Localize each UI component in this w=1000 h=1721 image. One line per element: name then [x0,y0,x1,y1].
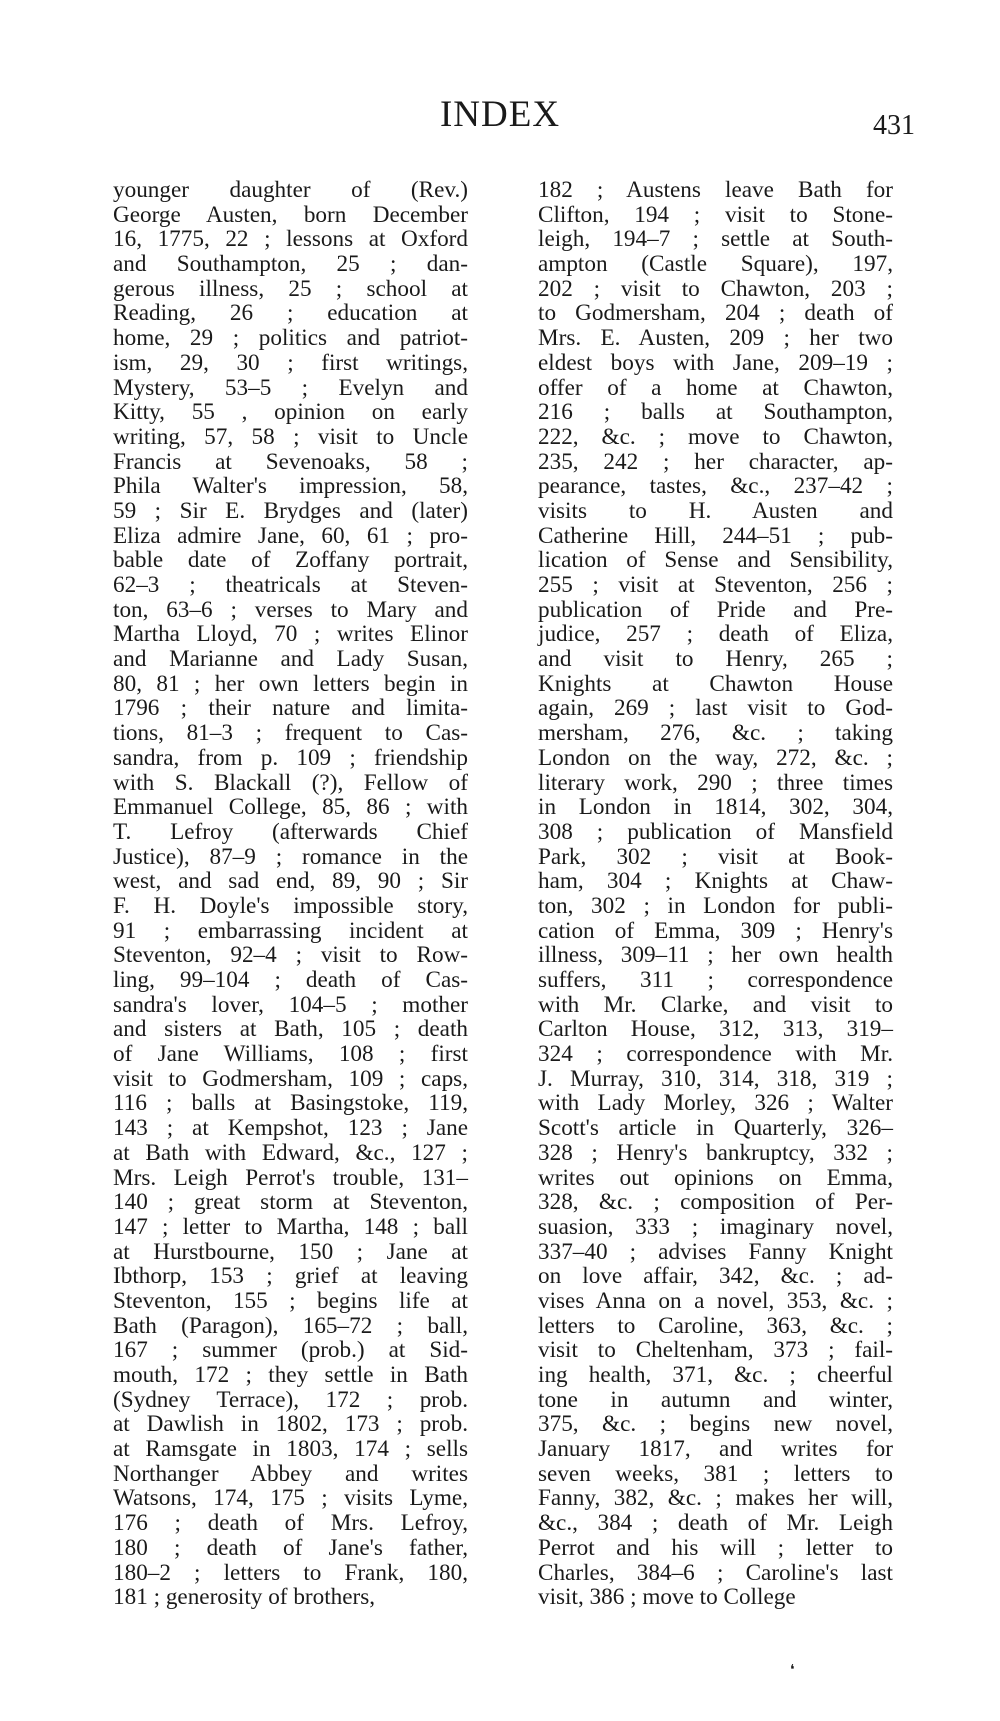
index-line: at Bath with Edward, &c., 127 ; [113,1139,468,1166]
index-line: cation of Emma, 309 ; Henry's [538,917,893,944]
index-line: and Marianne and Lady Susan, [113,646,468,673]
index-line: visit to Cheltenham, 373 ; fail- [538,1337,893,1364]
index-line: bable date of Zoffany portrait, [113,547,468,574]
index-line: suasion, 333 ; imaginary novel, [538,1213,893,1240]
index-column-left [113,178,468,1610]
index-line: 337–40 ; advises Fanny Knight [538,1238,893,1265]
index-line: 308 ; publication of Mansfield [538,818,893,845]
index-line: Charles, 384–6 ; Caroline's last [538,1559,893,1586]
index-line: ing health, 371, &c. ; cheerful [538,1362,893,1388]
index-line: sandra, from p. 109 ; friendship [113,744,468,771]
index-line: visit to Godmersham, 109 ; caps, [113,1065,468,1092]
index-line: Eliza admire Jane, 60, 61 ; pro- [113,522,468,549]
index-line: Martha Lloyd, 70 ; writes Elinor [113,621,468,648]
index-line: 324 ; correspondence with Mr. [538,1041,893,1068]
index-line: leigh, 194–7 ; settle at South- [538,226,893,253]
index-line: 222, &c. ; move to Chawton, [538,423,893,450]
index-line: Phila Walter's impression, 58, [113,473,468,500]
index-line: lication of Sense and Sensibility, [538,547,893,574]
index-line: Catherine Hill, 244–51 ; pub- [538,522,893,549]
index-line: Francis at Sevenoaks, 58 ; [113,448,468,475]
index-line: London on the way, 272, &c. ; [538,744,893,771]
index-line: 147 ; letter to Martha, 148 ; ball [113,1213,468,1240]
index-column-right [538,178,893,1610]
index-line: and sisters at Bath, 105 ; death [113,1016,468,1043]
index-line: 255 ; visit at Steventon, 256 ; [538,572,893,598]
index-line: Northanger Abbey and writes [113,1460,468,1487]
index-line: 140 ; great storm at Steventon, [113,1189,468,1216]
index-line: Carlton House, 312, 313, 319– [538,1016,893,1043]
index-line: 180 ; death of Jane's father, [113,1534,468,1561]
index-line: with Mr. Clarke, and visit to [538,991,893,1018]
index-line: Ibthorp, 153 ; grief at leaving [113,1263,468,1290]
index-line: &c., 384 ; death of Mr. Leigh [538,1510,893,1537]
index-line: illness, 309–11 ; her own health [538,942,893,969]
index-line: sandra's lover, 104–5 ; mother [113,991,468,1018]
index-line: 328 ; Henry's bankruptcy, 332 ; [538,1139,893,1166]
index-line: Emmanuel College, 85, 86 ; with [113,794,468,821]
index-line: 59 ; Sir E. Brydges and (later) [113,497,468,524]
index-line: 116 ; balls at Basingstoke, 119, [113,1090,468,1117]
index-line: letters to Caroline, 363, &c. ; [538,1312,893,1339]
index-line: mouth, 172 ; they settle in Bath [113,1362,468,1388]
index-line: Mrs. E. Austen, 209 ; her two [538,325,893,352]
index-line: publication of Pride and Pre- [538,596,893,623]
index-line: Knights at Chawton House [538,670,893,697]
index-line: offer of a home at Chawton, [538,374,893,401]
index-line: mersham, 276, &c. ; taking [538,720,893,747]
index-line: Mrs. Leigh Perrot's trouble, 131– [113,1164,468,1191]
index-line: Steventon, 155 ; begins life at [113,1287,468,1314]
index-line: 202 ; visit to Chawton, 203 ; [538,275,893,302]
index-line: at Dawlish in 1802, 173 ; prob. [113,1411,468,1438]
index-line: literary work, 290 ; three times [538,769,893,796]
index-line: T. Lefroy (afterwards Chief [113,818,468,845]
index-line: 176 ; death of Mrs. Lefroy, [113,1510,468,1537]
index-line: writes out opinions on Emma, [538,1164,893,1191]
index-line: 91 ; embarrassing incident at [113,917,468,944]
index-line: ham, 304 ; Knights at Chaw- [538,868,893,895]
page-number: 431 [873,110,915,141]
index-line: 235, 242 ; her character, ap- [538,448,893,475]
index-line: west, and sad end, 89, 90 ; Sir [113,868,468,895]
index-line: with Lady Morley, 326 ; Walter [538,1090,893,1117]
index-line: 180–2 ; letters to Frank, 180, [113,1559,468,1586]
index-line: with S. Blackall (?), Fellow of [113,769,468,796]
index-line: Park, 302 ; visit at Book- [538,843,893,870]
index-line: Steventon, 92–4 ; visit to Row- [113,942,468,969]
index-line: Scott's article in Quarterly, 326– [538,1115,893,1142]
index-line: eldest boys with Jane, 209–19 ; [538,349,893,376]
index-line: again, 269 ; last visit to God- [538,695,893,722]
index-line: 328, &c. ; composition of Per- [538,1189,893,1216]
index-line: visits to H. Austen and [538,497,893,524]
index-line: ampton (Castle Square), 197, [538,251,893,278]
index-line: Kitty, 55 , opinion on early [113,399,468,426]
index-line: visit, 386 ; move to College [538,1584,796,1611]
index-line: 181 ; generosity of brothers, [113,1584,376,1611]
index-line: and visit to Henry, 265 ; [538,646,893,673]
index-line: writing, 57, 58 ; visit to Uncle [113,423,468,450]
index-line: home, 29 ; politics and patriot- [113,325,468,352]
index-line: Justice), 87–9 ; romance in the [113,843,468,870]
index-line: ism, 29, 30 ; first writings, [113,349,468,376]
index-line: Fanny, 382, &c. ; makes her will, [538,1485,893,1512]
index-line: F. H. Doyle's impossible story, [113,892,468,919]
index-line: 62–3 ; theatricals at Steven- [113,572,468,598]
index-line: 216 ; balls at Southampton, [538,399,893,426]
index-line: Mystery, 53–5 ; Evelyn and [113,374,468,401]
index-line: Clifton, 194 ; visit to Stone- [538,201,893,228]
index-line: tone in autumn and winter, [538,1386,893,1413]
index-line: judice, 257 ; death of Eliza, [538,621,893,648]
page-title: INDEX [439,94,561,135]
index-line: ton, 302 ; in London for publi- [538,892,893,919]
index-line: George Austen, born December [113,201,468,228]
index-line: suffers, 311 ; correspondence [538,967,893,993]
index-line: of Jane Williams, 108 ; first [113,1041,468,1068]
index-line: Perrot and his will ; letter to [538,1534,893,1561]
index-line: 80, 81 ; her own letters begin in [113,670,468,697]
index-line: at Ramsgate in 1803, 174 ; sells [113,1436,468,1463]
index-line: younger daughter of (Rev.) [113,177,468,203]
index-line: pearance, tastes, &c., 237–42 ; [538,473,893,500]
index-line: Bath (Paragon), 165–72 ; ball, [113,1312,468,1339]
index-line: ling, 99–104 ; death of Cas- [113,967,468,993]
index-line: 182 ; Austens leave Bath for [538,177,893,203]
index-line: 167 ; summer (prob.) at Sid- [113,1337,468,1364]
index-line: at Hurstbourne, 150 ; Jane at [113,1238,468,1265]
index-line: January 1817, and writes for [538,1436,893,1463]
index-line: Reading, 26 ; education at [113,300,468,327]
index-line: (Sydney Terrace), 172 ; prob. [113,1386,468,1413]
index-line: and Southampton, 25 ; dan- [113,251,468,278]
index-line: vises Anna on a novel, 353, &c. ; [538,1287,893,1314]
index-line: 16, 1775, 22 ; lessons at Oxford [113,226,468,253]
index-line: to Godmersham, 204 ; death of [538,300,893,327]
index-line: Watsons, 174, 175 ; visits Lyme, [113,1485,468,1512]
index-line: J. Murray, 310, 314, 318, 319 ; [538,1065,893,1092]
index-line: on love affair, 342, &c. ; ad- [538,1263,893,1290]
index-line: seven weeks, 381 ; letters to [538,1460,893,1487]
index-line: gerous illness, 25 ; school at [113,275,468,302]
index-line: 143 ; at Kempshot, 123 ; Jane [113,1115,468,1142]
printer-mark: ❛ [790,1663,795,1678]
index-line: ton, 63–6 ; verses to Mary and [113,596,468,623]
index-line: tions, 81–3 ; frequent to Cas- [113,720,468,747]
index-line: in London in 1814, 302, 304, [538,794,893,821]
index-line: 375, &c. ; begins new novel, [538,1411,893,1438]
index-line: 1796 ; their nature and limita- [113,695,468,722]
